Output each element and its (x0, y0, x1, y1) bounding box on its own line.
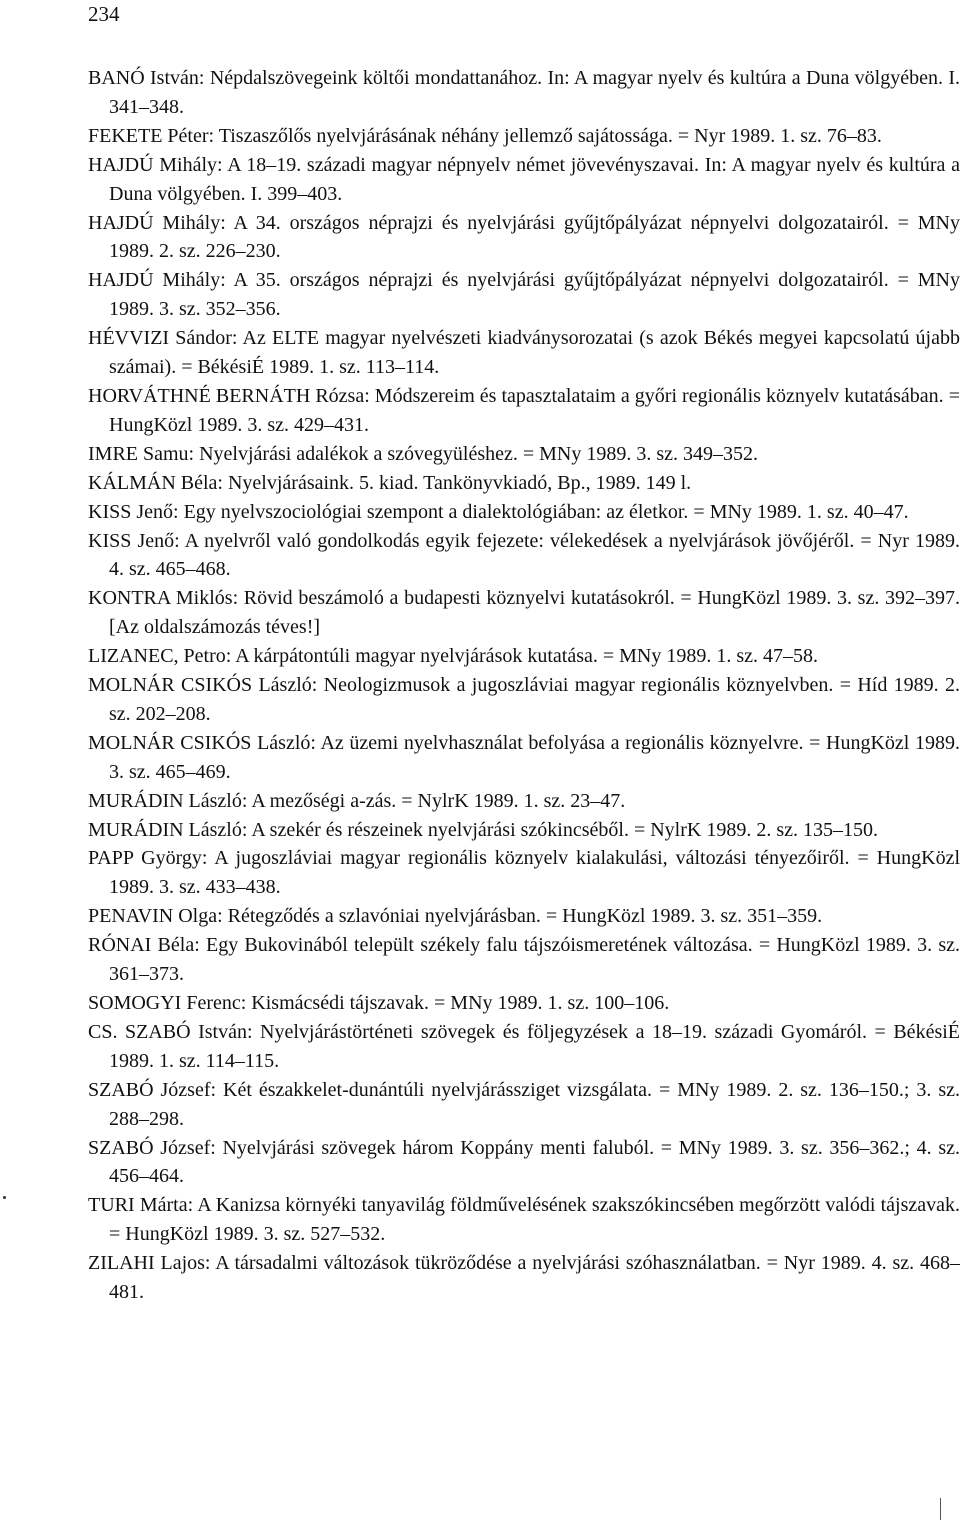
bibliography-entry: KISS Jenő: Egy nyelvszociológiai szempont a dialektológiában: az életkor. = MNy 1989. 1. sz. 40–47. (88, 500, 909, 523)
bibliography-entry: SZABÓ József: Két északkelet-dunántúli nyelvjárássziget vizsgálata. = MNy 1989. 2. sz. 136–150.; 3. sz. 288–298. (88, 1078, 960, 1130)
bibliography-entry: HAJDÚ Mihály: A 35. országos néprajzi és nyelvjárási gyűjtőpályázat népnyelvi dolgozatairól. = MNy 1989. 3. sz. 352–356. (88, 269, 960, 321)
bibliography-entry: RÓNAI Béla: Egy Bukovinából települt székely falu tájszóismeretének változása. = HungKözl 1989. 3. sz. 361–373. (88, 934, 960, 986)
bibliography-entry: MURÁDIN László: A szekér és részeinek nyelvjárási szókincséből. = NylrK 1989. 2. sz. 135–150. (88, 818, 878, 841)
bibliography-entry: PENAVIN Olga: Rétegződés a szlavóniai nyelvjárásban. = HungKözl 1989. 3. sz. 351–359. (88, 905, 823, 928)
scan-mark (940, 1498, 941, 1520)
bibliography-entry: MOLNÁR CSIKÓS László: Az üzemi nyelvhasználat befolyása a regionális köznyelvre. = HungKözl 1989. 3. sz. 465–469. (88, 731, 960, 783)
bibliography-entry: KONTRA Miklós: Rövid beszámoló a budapesti köznyelvi kutatásokról. = HungKözl 1989. 3. sz. 392–397. [Az oldalszámozás téves!] (88, 587, 960, 639)
bibliography-entry: FEKETE Péter: Tiszaszőlős nyelvjárásának néhány jellemző sajátossága. = Nyr 1989. 1. sz. 76–83. (88, 124, 882, 147)
bibliography-entry: MOLNÁR CSIKÓS László: Neologizmusok a jugoszláviai magyar regionális köznyelvben. = Híd 1989. 2. sz. 202–208. (88, 674, 960, 725)
bibliography-entry: LIZANEC, Petro: A kárpátontúli magyar nyelvjárások kutatása. = MNy 1989. 1. sz. 47–58. (88, 645, 819, 668)
scan-speck (3, 1196, 6, 1199)
bibliography-entry: BANÓ István: Népdalszövegeink költői mondattanához. In: A magyar nyelv és kultúra a Duna völgyében. I. 341–348. (88, 67, 960, 118)
bibliography-entry: KÁLMÁN Béla: Nyelvjárásaink. 5. kiad. Tankönyvkiadó, Bp., 1989. 149 l. (88, 471, 692, 494)
bibliography-entry: HÉVVIZI Sándor: Az ELTE magyar nyelvészeti kiadványsorozatai (s azok Békés megyei kapcsolatú újabb számai). = BékésiÉ 1989. 1. sz. 113–114. (88, 327, 960, 379)
bibliography-entry: KISS Jenő: A nyelvről való gondolkodás egyik fejezete: vélekedések a nyelvjárások jövőjéről. = Nyr 1989. 4. sz. 465–468. (88, 529, 960, 581)
bibliography-entry: SOMOGYI Ferenc: Kismácsédi tájszavak. = MNy 1989. 1. sz. 100–106. (88, 992, 670, 1014)
bibliography-entry: PAPP György: A jugoszláviai magyar regionális köznyelv kialakulási, változási tényezőiről. = HungKözl 1989. 3. sz. 433–438. (88, 847, 960, 899)
bibliography-entry: HAJDÚ Mihály: A 18–19. századi magyar népnyelv német jövevényszavai. In: A magyar nyelv és kultúra a Duna völgyében. I. 399–403. (88, 153, 960, 205)
bibliography-entry: CS. SZABÓ István: Nyelvjárástörténeti szövegek és följegyzések a 18–19. századi Gyomáról. = BékésiÉ 1989. 1. sz. 114–115. (88, 1020, 960, 1072)
bibliography-entry: SZABÓ József: Nyelvjárási szövegek három Koppány menti faluból. = MNy 1989. 3. sz. 356–362.; 4. sz. 456–464. (88, 1136, 960, 1188)
bibliography-entry: TURI Márta: A Kanizsa környéki tanyavilág földművelésének szakszókincsében megőrzött valódi tájszavak. = HungKözl 1989. 3. sz. 527–532. (88, 1194, 960, 1246)
bibliography-entry: HORVÁTHNÉ BERNÁTH Rózsa: Módszereim és tapasztalataim a győri regionális köznyelv kutatásában. = HungKözl 1989. 3. sz. 429–431. (88, 384, 960, 436)
page-number: 234 (88, 2, 120, 26)
bibliography-entry: IMRE Samu: Nyelvjárási adalékok a szóvegyüléshez. = MNy 1989. 3. sz. 349–352. (88, 442, 759, 465)
bibliography-list (88, 64, 960, 1307)
bibliography-entry: HAJDÚ Mihály: A 34. országos néprajzi és nyelvjárási gyűjtőpályázat népnyelvi dolgozatairól. = MNy 1989. 2. sz. 226–230. (88, 211, 960, 263)
bibliography-entry: MURÁDIN László: A mezőségi a-zás. = NylrK 1989. 1. sz. 23–47. (88, 789, 626, 812)
bibliography-entry: ZILAHI Lajos: A társadalmi változások tükröződése a nyelvjárási szóhasználatban. = Nyr 1989. 4. sz. 468–481. (88, 1252, 960, 1304)
